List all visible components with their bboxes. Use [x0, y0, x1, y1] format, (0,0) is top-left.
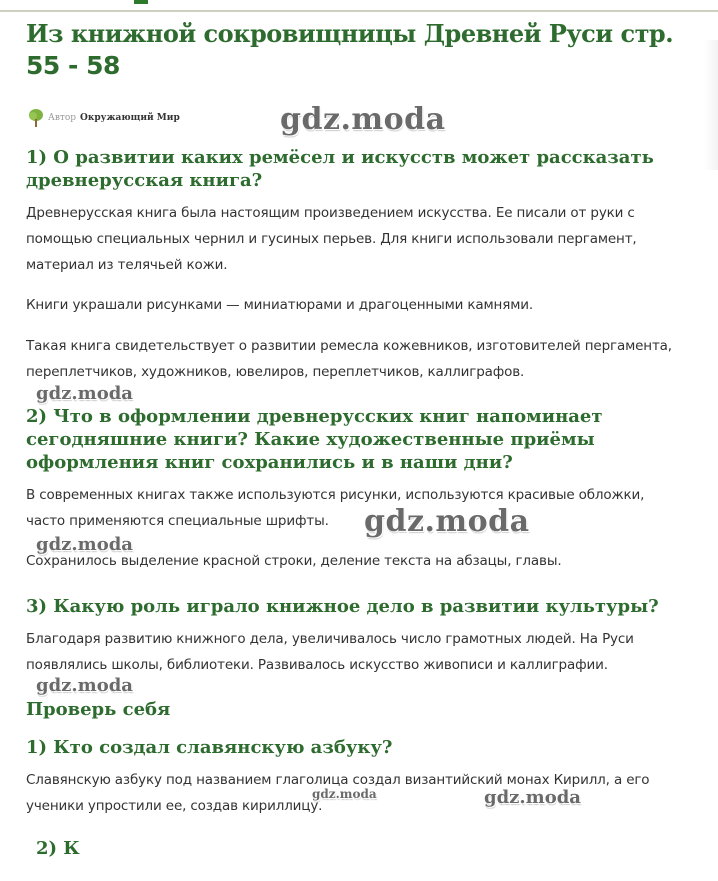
answer-paragraph: Благодаря развитию книжного дела, увеличивалось число грамотных людей. На Руси появлялись школы, библиотеки. Развивалось искусство живописи и каллиграфии. [26, 631, 634, 673]
page-title [26, 18, 674, 82]
section-3 [26, 595, 674, 678]
page-title-text: Из книжной сокровищницы Древней Руси стр. [26, 19, 674, 48]
watermark: gdz.moda [364, 504, 530, 539]
author-line [26, 108, 180, 128]
answer-paragraph: В современных книгах также используются рисунки, используются красивые обложки, часто применяются специальные шрифты. [26, 487, 645, 529]
tree-icon [26, 108, 46, 128]
right-edge-shadow [704, 40, 718, 170]
watermark: gdz.moda [36, 675, 133, 696]
answer-paragraph: Сохранилось выделение красной строки, деление текста на абзацы, главы. [26, 553, 562, 569]
watermark: gdz.moda [312, 787, 377, 801]
page-title-pages: 55 - 58 [26, 51, 120, 80]
answer-paragraph: Книги украшали рисунками — миниатюрами и драгоценными камнями. [26, 297, 534, 313]
question-heading: 1) О развитии каких ремёсел и искусств может рассказать древнерусская книга? [26, 147, 654, 191]
watermark: gdz.moda [36, 534, 133, 555]
answer-paragraph: Такая книга свидетельствует о развитии ремесла кожевников, изготовителей пергамента, переплетчиков, художников, ювелиров, переплетчиков, каллиграфов. [26, 338, 672, 380]
section-heading: Проверь себя [26, 699, 171, 720]
author-label: Автор [48, 113, 77, 123]
watermark: gdz.moda [484, 787, 581, 808]
top-rule [0, 10, 718, 12]
question-heading: 2) Что в оформлении древнерусских книг напоминает сегодняшние книги? Какие художественные приёмы оформления книг сохранились и в наши дни? [26, 406, 603, 473]
watermark: gdz.moda [36, 383, 133, 404]
answer-paragraph: Славянскую азбуку под названием глаголица создал византийский монах Кирилл, а его ученики упростили ее, создав кириллицу. [26, 772, 650, 814]
top-accent-bar [134, 0, 148, 4]
check-yourself-section [26, 698, 674, 721]
answer-paragraph: Древнерусская книга была настоящим произведением искусства. Ее писали от руки с помощью специальных чернил и гусиных перьев. Для книги использовали пергамент, материал из телячьей кожи. [26, 205, 637, 273]
watermark: gdz.moda [280, 102, 446, 137]
question-heading: 3) Какую роль играло книжное дело в развитии культуры? [26, 596, 659, 617]
question-heading: 1) Кто создал славянскую азбуку? [26, 737, 393, 758]
section-1 [26, 146, 674, 385]
cut-off-heading: 2) К [36, 838, 80, 859]
author-value[interactable]: Окружающий Мир [80, 113, 180, 123]
